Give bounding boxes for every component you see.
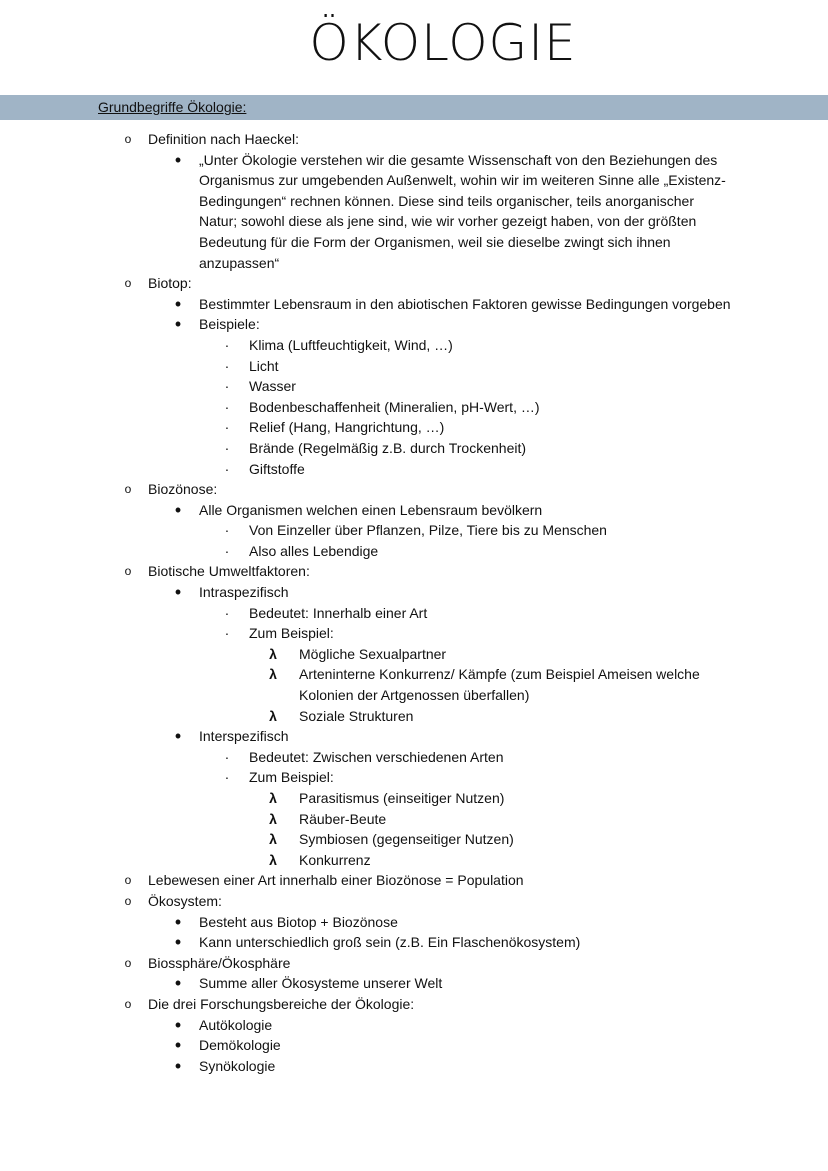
list-item-text: Bedeutung für die Form der Organismen, weil sie dieselbe zwingt sich ihnen bbox=[199, 233, 671, 250]
bullet-marker-icon: · bbox=[224, 625, 230, 642]
list-item bbox=[0, 623, 828, 644]
bullet-marker-icon: o bbox=[124, 132, 132, 146]
section-heading: Grundbegriffe Ökologie: bbox=[98, 99, 247, 115]
list-item bbox=[0, 479, 828, 500]
list-item-text: Klima (Luftfeuchtigkeit, Wind, …) bbox=[249, 336, 453, 353]
list-item bbox=[0, 335, 828, 356]
list-item-text: Synökologie bbox=[199, 1057, 276, 1074]
list-item-text: Biozönose: bbox=[148, 481, 218, 498]
bullet-marker-icon: · bbox=[224, 378, 230, 395]
list-item-text: Bedingungen“ rechnen können. Diese sind teils organischer, teils anorganischer bbox=[199, 192, 694, 209]
bullet-marker-icon: o bbox=[124, 873, 132, 888]
bullet-marker-icon: λ bbox=[269, 851, 277, 868]
list-item bbox=[0, 294, 828, 315]
list-item-text: Relief (Hang, Hangrichtung, …) bbox=[249, 419, 445, 436]
list-item-text: Kolonien der Artgenossen überfallen) bbox=[299, 687, 530, 704]
bullet-marker-icon: • bbox=[174, 932, 182, 953]
list-item-text: Biossphäre/Ökosphäre bbox=[148, 954, 291, 971]
list-item-text: Natur; sowohl diese als jene sind, wie wir vorher gezeigt haben, von der größten bbox=[199, 213, 697, 230]
list-item bbox=[0, 891, 828, 912]
bullet-marker-icon: • bbox=[174, 1055, 182, 1076]
list-item-text: Arteninterne Konkurrenz/ Kämpfe (zum Beispiel Ameisen welche bbox=[299, 666, 700, 683]
list-item-text: Die drei Forschungsbereiche der Ökologie: bbox=[148, 995, 415, 1012]
list-item bbox=[0, 932, 828, 953]
list-item bbox=[0, 664, 828, 685]
list-item-text: Biotische Umweltfaktoren: bbox=[148, 563, 310, 580]
list-item-text: Interspezifisch bbox=[199, 728, 289, 745]
list-item bbox=[0, 582, 828, 603]
list-item-text: Von Einzeller über Pflanzen, Pilze, Tiere bis zu Menschen bbox=[249, 522, 607, 539]
list-item bbox=[0, 273, 828, 294]
bullet-marker-icon: · bbox=[224, 769, 230, 786]
list-item-text: Zum Beispiel: bbox=[249, 625, 334, 642]
list-item-text: Beispiele: bbox=[199, 316, 260, 333]
bullet-marker-icon: λ bbox=[269, 810, 277, 827]
bullet-marker-icon: λ bbox=[269, 645, 277, 662]
list-item-text: Licht bbox=[249, 357, 279, 374]
list-item bbox=[0, 870, 828, 891]
bullet-marker-icon: • bbox=[174, 149, 182, 170]
list-item bbox=[0, 520, 828, 541]
list-item-text: Bestimmter Lebensraum in den abiotischen Faktoren gewisse Bedingungen vorgeben bbox=[199, 295, 731, 312]
list-item bbox=[0, 459, 828, 480]
list-item-text: Mögliche Sexualpartner bbox=[299, 645, 447, 662]
section-heading-band bbox=[0, 95, 828, 120]
list-item bbox=[0, 150, 828, 171]
list-item-text: Demökologie bbox=[199, 1037, 281, 1054]
bullet-marker-icon: λ bbox=[269, 707, 277, 724]
bullet-marker-icon: · bbox=[224, 336, 230, 353]
list-item-text: Autökologie bbox=[199, 1016, 273, 1033]
bullet-marker-icon: o bbox=[124, 996, 132, 1011]
list-item bbox=[0, 129, 828, 150]
list-item bbox=[0, 767, 828, 788]
list-item-text: Intraspezifisch bbox=[199, 584, 289, 601]
list-item bbox=[0, 211, 828, 232]
list-item bbox=[0, 561, 828, 582]
bullet-marker-icon: o bbox=[124, 893, 132, 908]
bullet-marker-icon: · bbox=[224, 357, 230, 374]
list-item-text: Bodenbeschaffenheit (Mineralien, pH-Wert, …) bbox=[249, 398, 540, 415]
bullet-marker-icon: • bbox=[174, 911, 182, 932]
list-item-text: Also alles Lebendige bbox=[249, 542, 379, 559]
list-item bbox=[0, 253, 828, 274]
list-item bbox=[0, 850, 828, 871]
list-item bbox=[0, 376, 828, 397]
list-item bbox=[0, 829, 828, 850]
bullet-marker-icon: λ bbox=[269, 666, 277, 683]
list-item-text: „Unter Ökologie verstehen wir die gesamte Wissenschaft von den Beziehungen des bbox=[199, 151, 718, 168]
bullet-marker-icon: • bbox=[174, 582, 182, 603]
list-item bbox=[0, 644, 828, 665]
list-item bbox=[0, 397, 828, 418]
list-item-text: Organismus zur umgebenden Außenwelt, wohin wir im weiteren Sinne alle „Existenz- bbox=[199, 172, 726, 189]
list-item-text: Wasser bbox=[249, 378, 296, 395]
list-item bbox=[0, 788, 828, 809]
list-item bbox=[0, 685, 828, 706]
bullet-marker-icon: o bbox=[124, 276, 132, 291]
list-item-text: Alle Organismen welchen einen Lebensraum bevölkern bbox=[199, 501, 543, 518]
list-item-text: Kann unterschiedlich groß sein (z.B. Ein Flaschenökosystem) bbox=[199, 934, 581, 951]
bullet-marker-icon: · bbox=[224, 748, 230, 765]
list-item-text: Räuber-Beute bbox=[299, 810, 387, 827]
list-item bbox=[0, 726, 828, 747]
bullet-marker-icon: • bbox=[174, 1014, 182, 1035]
bullet-marker-icon: o bbox=[124, 955, 132, 970]
list-item bbox=[0, 1056, 828, 1077]
list-item bbox=[0, 706, 828, 727]
bullet-marker-icon: o bbox=[124, 482, 132, 497]
list-item bbox=[0, 500, 828, 521]
list-item bbox=[0, 809, 828, 830]
list-item-text: Parasitismus (einseitiger Nutzen) bbox=[299, 790, 505, 806]
bullet-marker-icon: · bbox=[224, 460, 230, 477]
list-item bbox=[0, 417, 828, 438]
bullet-marker-icon: • bbox=[174, 973, 182, 994]
bullet-marker-icon: · bbox=[224, 398, 230, 415]
list-item bbox=[0, 994, 828, 1015]
bullet-marker-icon: · bbox=[224, 542, 230, 559]
bullet-marker-icon: • bbox=[174, 1035, 182, 1056]
list-item-text: Biotop: bbox=[148, 275, 192, 292]
list-item-text: Ökosystem: bbox=[148, 892, 222, 909]
list-item-text: Summe aller Ökosysteme unserer Welt bbox=[199, 975, 443, 992]
list-item-text: Brände (Regelmäßig z.B. durch Trockenheit) bbox=[249, 439, 527, 456]
list-item-text: Symbiosen (gegenseitiger Nutzen) bbox=[299, 831, 514, 848]
bullet-marker-icon: λ bbox=[269, 790, 277, 806]
list-item bbox=[0, 747, 828, 768]
list-item-text: anzupassen“ bbox=[199, 254, 280, 271]
bullet-marker-icon: · bbox=[224, 522, 230, 539]
list-item bbox=[0, 170, 828, 191]
list-item bbox=[0, 191, 828, 212]
list-item bbox=[0, 438, 828, 459]
page-title: ÖKOLOGIE bbox=[309, 14, 577, 72]
bullet-marker-icon: • bbox=[174, 726, 182, 747]
bullet-marker-icon: · bbox=[224, 604, 230, 621]
list-item bbox=[0, 1015, 828, 1036]
bullet-marker-icon: • bbox=[174, 314, 182, 335]
bullet-marker-icon: • bbox=[174, 499, 182, 520]
bullet-marker-icon: o bbox=[124, 564, 132, 579]
list-item-text: Konkurrenz bbox=[299, 851, 371, 868]
list-item bbox=[0, 356, 828, 377]
list-item bbox=[0, 541, 828, 562]
list-item-text: Soziale Strukturen bbox=[299, 707, 414, 724]
list-item bbox=[0, 314, 828, 335]
list-item bbox=[0, 1035, 828, 1056]
list-item-text: Zum Beispiel: bbox=[249, 769, 334, 786]
list-item bbox=[0, 973, 828, 994]
list-item bbox=[0, 603, 828, 624]
list-item-text: Bedeutet: Innerhalb einer Art bbox=[249, 604, 428, 621]
list-item bbox=[0, 912, 828, 933]
list-item-text: Bedeutet: Zwischen verschiedenen Arten bbox=[249, 748, 504, 765]
outline-list bbox=[0, 129, 828, 1076]
list-item-text: Lebewesen einer Art innerhalb einer Biozönose = Population bbox=[148, 872, 524, 889]
bullet-marker-icon: · bbox=[224, 439, 230, 456]
list-item-text: Definition nach Haeckel: bbox=[148, 131, 299, 147]
list-item bbox=[0, 232, 828, 253]
bullet-marker-icon: · bbox=[224, 419, 230, 436]
list-item-text: Giftstoffe bbox=[249, 460, 305, 477]
list-item-text: Besteht aus Biotop + Biozönose bbox=[199, 913, 398, 930]
bullet-marker-icon: • bbox=[174, 293, 182, 314]
list-item bbox=[0, 953, 828, 974]
bullet-marker-icon: λ bbox=[269, 831, 277, 848]
